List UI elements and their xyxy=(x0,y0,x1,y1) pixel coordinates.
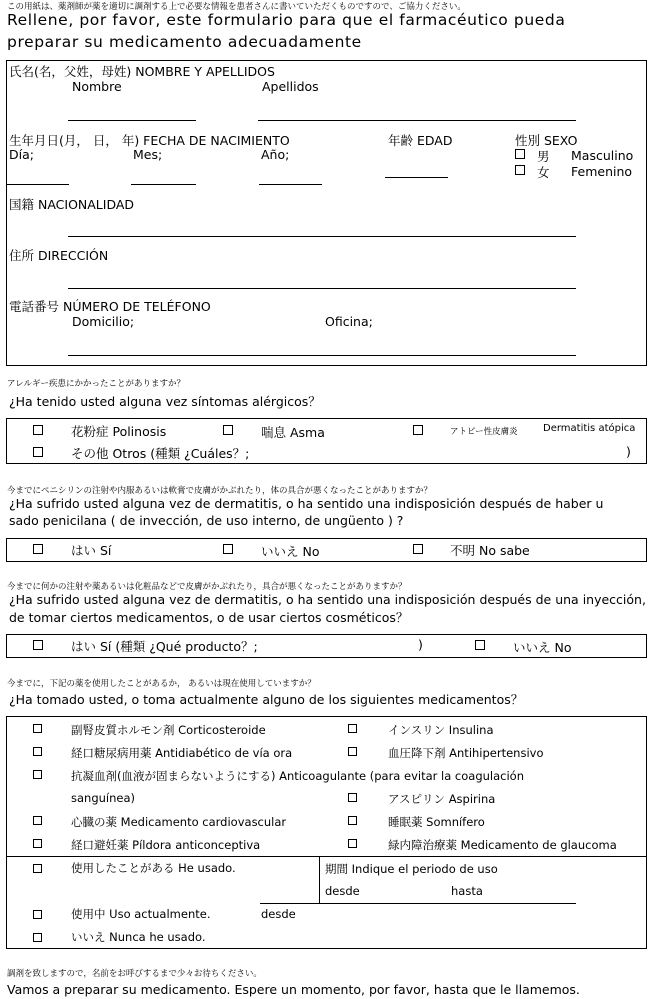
antihypertensive-checkbox[interactable] xyxy=(348,747,357,756)
period-field[interactable] xyxy=(260,903,576,904)
sex-label: 性別 SEXO xyxy=(515,133,578,148)
male-es-label: Masculino xyxy=(571,148,634,163)
anticoagulant-label-line2: sanguínea) xyxy=(71,791,136,805)
ano-field[interactable] xyxy=(259,184,322,185)
penicillin-question-es-line1: ¿Ha sufrido usted alguna vez de dermatitis, o ha sentido una indisposición después de haber u xyxy=(9,496,604,511)
other-drugs-close-paren: ) xyxy=(418,637,423,652)
somnifero-checkbox[interactable] xyxy=(348,816,357,825)
female-checkbox[interactable] xyxy=(515,165,525,175)
other-drugs-yes-checkbox[interactable] xyxy=(33,640,43,650)
mes-label: Mes; xyxy=(133,147,163,162)
insulin-label: インスリン Insulina xyxy=(388,723,494,737)
contraceptive-checkbox[interactable] xyxy=(33,839,42,848)
oficina-label: Oficina; xyxy=(325,314,373,329)
glaucoma-checkbox[interactable] xyxy=(348,839,357,848)
allergy-question-es: ¿Ha tenido usted alguna vez síntomas alérgicos？ xyxy=(9,394,321,409)
aspirin-checkbox[interactable] xyxy=(348,793,357,802)
otros-checkbox[interactable] xyxy=(33,447,43,457)
used-checkbox[interactable] xyxy=(33,864,42,873)
otros-label: その他 Otros (種類 ¿Cuáles？; xyxy=(71,446,250,461)
aspirin-label: アスピリン Aspirina xyxy=(388,792,496,806)
female-jp-label: 女 xyxy=(537,165,550,180)
phone-label: 電話番号 NÚMERO DE TELÉFONO xyxy=(9,299,211,314)
atopic-dermatitis-checkbox[interactable] xyxy=(413,425,423,435)
period-divider xyxy=(319,856,320,903)
anticoagulant-label-line1: 抗凝血剤(血液が固まらないようにする) Anticoagulante (para evitar la coagulación xyxy=(71,769,525,783)
other-drugs-no-checkbox[interactable] xyxy=(475,640,485,650)
penicillin-yes-checkbox[interactable] xyxy=(33,544,43,554)
medications-question-jp: 今までに，下記の薬を使用したことがあるか， あるいは現在使用していますか？ xyxy=(7,679,316,689)
period-label: 期間 Indique el periodo de uso xyxy=(325,862,498,876)
antihypertensive-label: 血圧降下剤 Antihipertensivo xyxy=(388,746,544,760)
used-label: 使用したことがある He usado. xyxy=(71,861,236,875)
contraceptive-label: 経口避妊薬 Píldora anticonceptiva xyxy=(71,838,261,852)
current-use-checkbox[interactable] xyxy=(33,910,42,919)
antidiabetic-checkbox[interactable] xyxy=(33,747,42,756)
hasta-label: hasta xyxy=(451,884,483,898)
birth-label: 生年月日(月， 日， 年) FECHA DE NACIMIENTO xyxy=(9,133,290,148)
age-field[interactable] xyxy=(385,177,448,178)
apellidos-label: Apellidos xyxy=(262,79,319,94)
nationality-label: 国籍 NACIONALIDAD xyxy=(9,197,135,212)
nombre-field[interactable] xyxy=(68,120,196,121)
never-used-label: いいえ Nunca he usado. xyxy=(71,930,206,944)
otros-close-paren: ) xyxy=(626,444,631,459)
penicillin-unknown-checkbox[interactable] xyxy=(413,544,423,554)
male-jp-label: 男 xyxy=(537,149,550,164)
dia-label: Día; xyxy=(9,147,34,162)
female-es-label: Femenino xyxy=(571,164,633,179)
glaucoma-label: 緑内障治療薬 Medicamento de glaucoma xyxy=(388,838,617,852)
penicillin-no-checkbox[interactable] xyxy=(223,544,233,554)
other-drugs-question-es-line2: de tomar ciertos medicamentos, o de usar ciertos cosméticos？ xyxy=(9,610,409,625)
polinosis-checkbox[interactable] xyxy=(33,425,43,435)
intro-jp: この用紙は、薬剤師が薬を適切に調剤する上で必要な情報を患者さんに書いていただくものですので、ご協力ください。 xyxy=(7,2,466,12)
asma-checkbox[interactable] xyxy=(223,425,233,435)
penicillin-question-jp: 今までにペニシリンの注射や内服あるいは軟膏で皮膚がかぶれたり，体の具合が悪くなったことがありますか？ xyxy=(7,486,433,496)
insulin-checkbox[interactable] xyxy=(348,724,357,733)
address-label: 住所 DIRECCIÓN xyxy=(9,248,109,263)
antidiabetic-label: 経口糖尿病用薬 Antidiabético de vía ora xyxy=(71,746,293,760)
polinosis-label: 花粉症 Polinosis xyxy=(71,424,167,439)
never-used-checkbox[interactable] xyxy=(33,933,42,942)
cardiovascular-checkbox[interactable] xyxy=(33,816,42,825)
age-label: 年齢 EDAD xyxy=(388,133,453,148)
nombre-label: Nombre xyxy=(72,79,122,94)
footer-es: Vamos a preparar su medicamento. Espere un momento, por favor, hasta que le llamemos. xyxy=(7,982,580,997)
penicillin-unknown-label: 不明 No sabe xyxy=(450,543,530,558)
male-checkbox[interactable] xyxy=(515,149,525,159)
mes-field[interactable] xyxy=(131,184,196,185)
allergy-question-jp: アレルギー疾患にかかったことがありますか？ xyxy=(7,379,185,389)
medications-question-es: ¿Ha tomado usted, o toma actualmente alguno de los siguientes medicamentos？ xyxy=(9,692,524,707)
dia-field[interactable] xyxy=(7,184,69,185)
name-label: 氏名(名，父姓，母姓) NOMBRE Y APELLIDOS xyxy=(9,64,275,79)
nationality-field[interactable] xyxy=(68,236,576,237)
penicillin-no-label: いいえ No xyxy=(261,544,320,559)
intro-es-line1: Rellene, por favor, este formulario para que el farmacéutico pueda xyxy=(7,11,566,29)
penicillin-question-es-line2: sado penicilana ( de invección, de uso interno, de ungüento ) ? xyxy=(9,513,404,528)
current-use-label: 使用中 Uso actualmente. xyxy=(71,907,211,921)
other-drugs-question-jp: 今までに何かの注射や薬あるいは化粧品などで皮膚がかぶれたり，具合が悪くなったことがありますか？ xyxy=(7,582,407,592)
ano-label: Año; xyxy=(261,147,290,162)
somnifero-label: 睡眠薬 Somnífero xyxy=(388,815,485,829)
footer-jp: 調剤を致しますので，名前をお呼びするまで少々お待ちください。 xyxy=(7,969,262,979)
other-drugs-question-es-line1: ¿Ha sufrido usted alguna vez de dermatitis, o ha sentido una indisposición después de una inyección, xyxy=(9,592,646,607)
cardiovascular-label: 心臓の薬 Medicamento cardiovascular xyxy=(71,815,287,829)
atopic-dermatitis-es-label: Dermatitis atópica xyxy=(543,423,636,434)
phone-field[interactable] xyxy=(68,355,576,356)
asma-label: 喘息 Asma xyxy=(261,425,325,440)
domicilio-label: Domicilio; xyxy=(72,314,135,329)
intro-es-line2: preparar su medicamento adecuadamente xyxy=(7,33,362,51)
medications-divider xyxy=(6,856,647,857)
penicillin-yes-label: はい Sí xyxy=(71,543,112,558)
other-drugs-yes-label: はい Sí (種類 ¿Qué producto？; xyxy=(71,639,258,654)
corticosteroid-checkbox[interactable] xyxy=(33,724,42,733)
address-field[interactable] xyxy=(68,288,576,289)
corticosteroid-label: 副腎皮質ホルモン剤 Corticosteroide xyxy=(71,723,266,737)
apellidos-field[interactable] xyxy=(258,120,576,121)
other-drugs-no-label: いいえ No xyxy=(513,640,572,655)
anticoagulant-checkbox[interactable] xyxy=(33,770,42,779)
desde-label: desde xyxy=(325,884,360,898)
atopic-dermatitis-jp-label: アトピー性皮膚炎 xyxy=(450,427,518,437)
current-desde-label: desde xyxy=(261,907,296,921)
